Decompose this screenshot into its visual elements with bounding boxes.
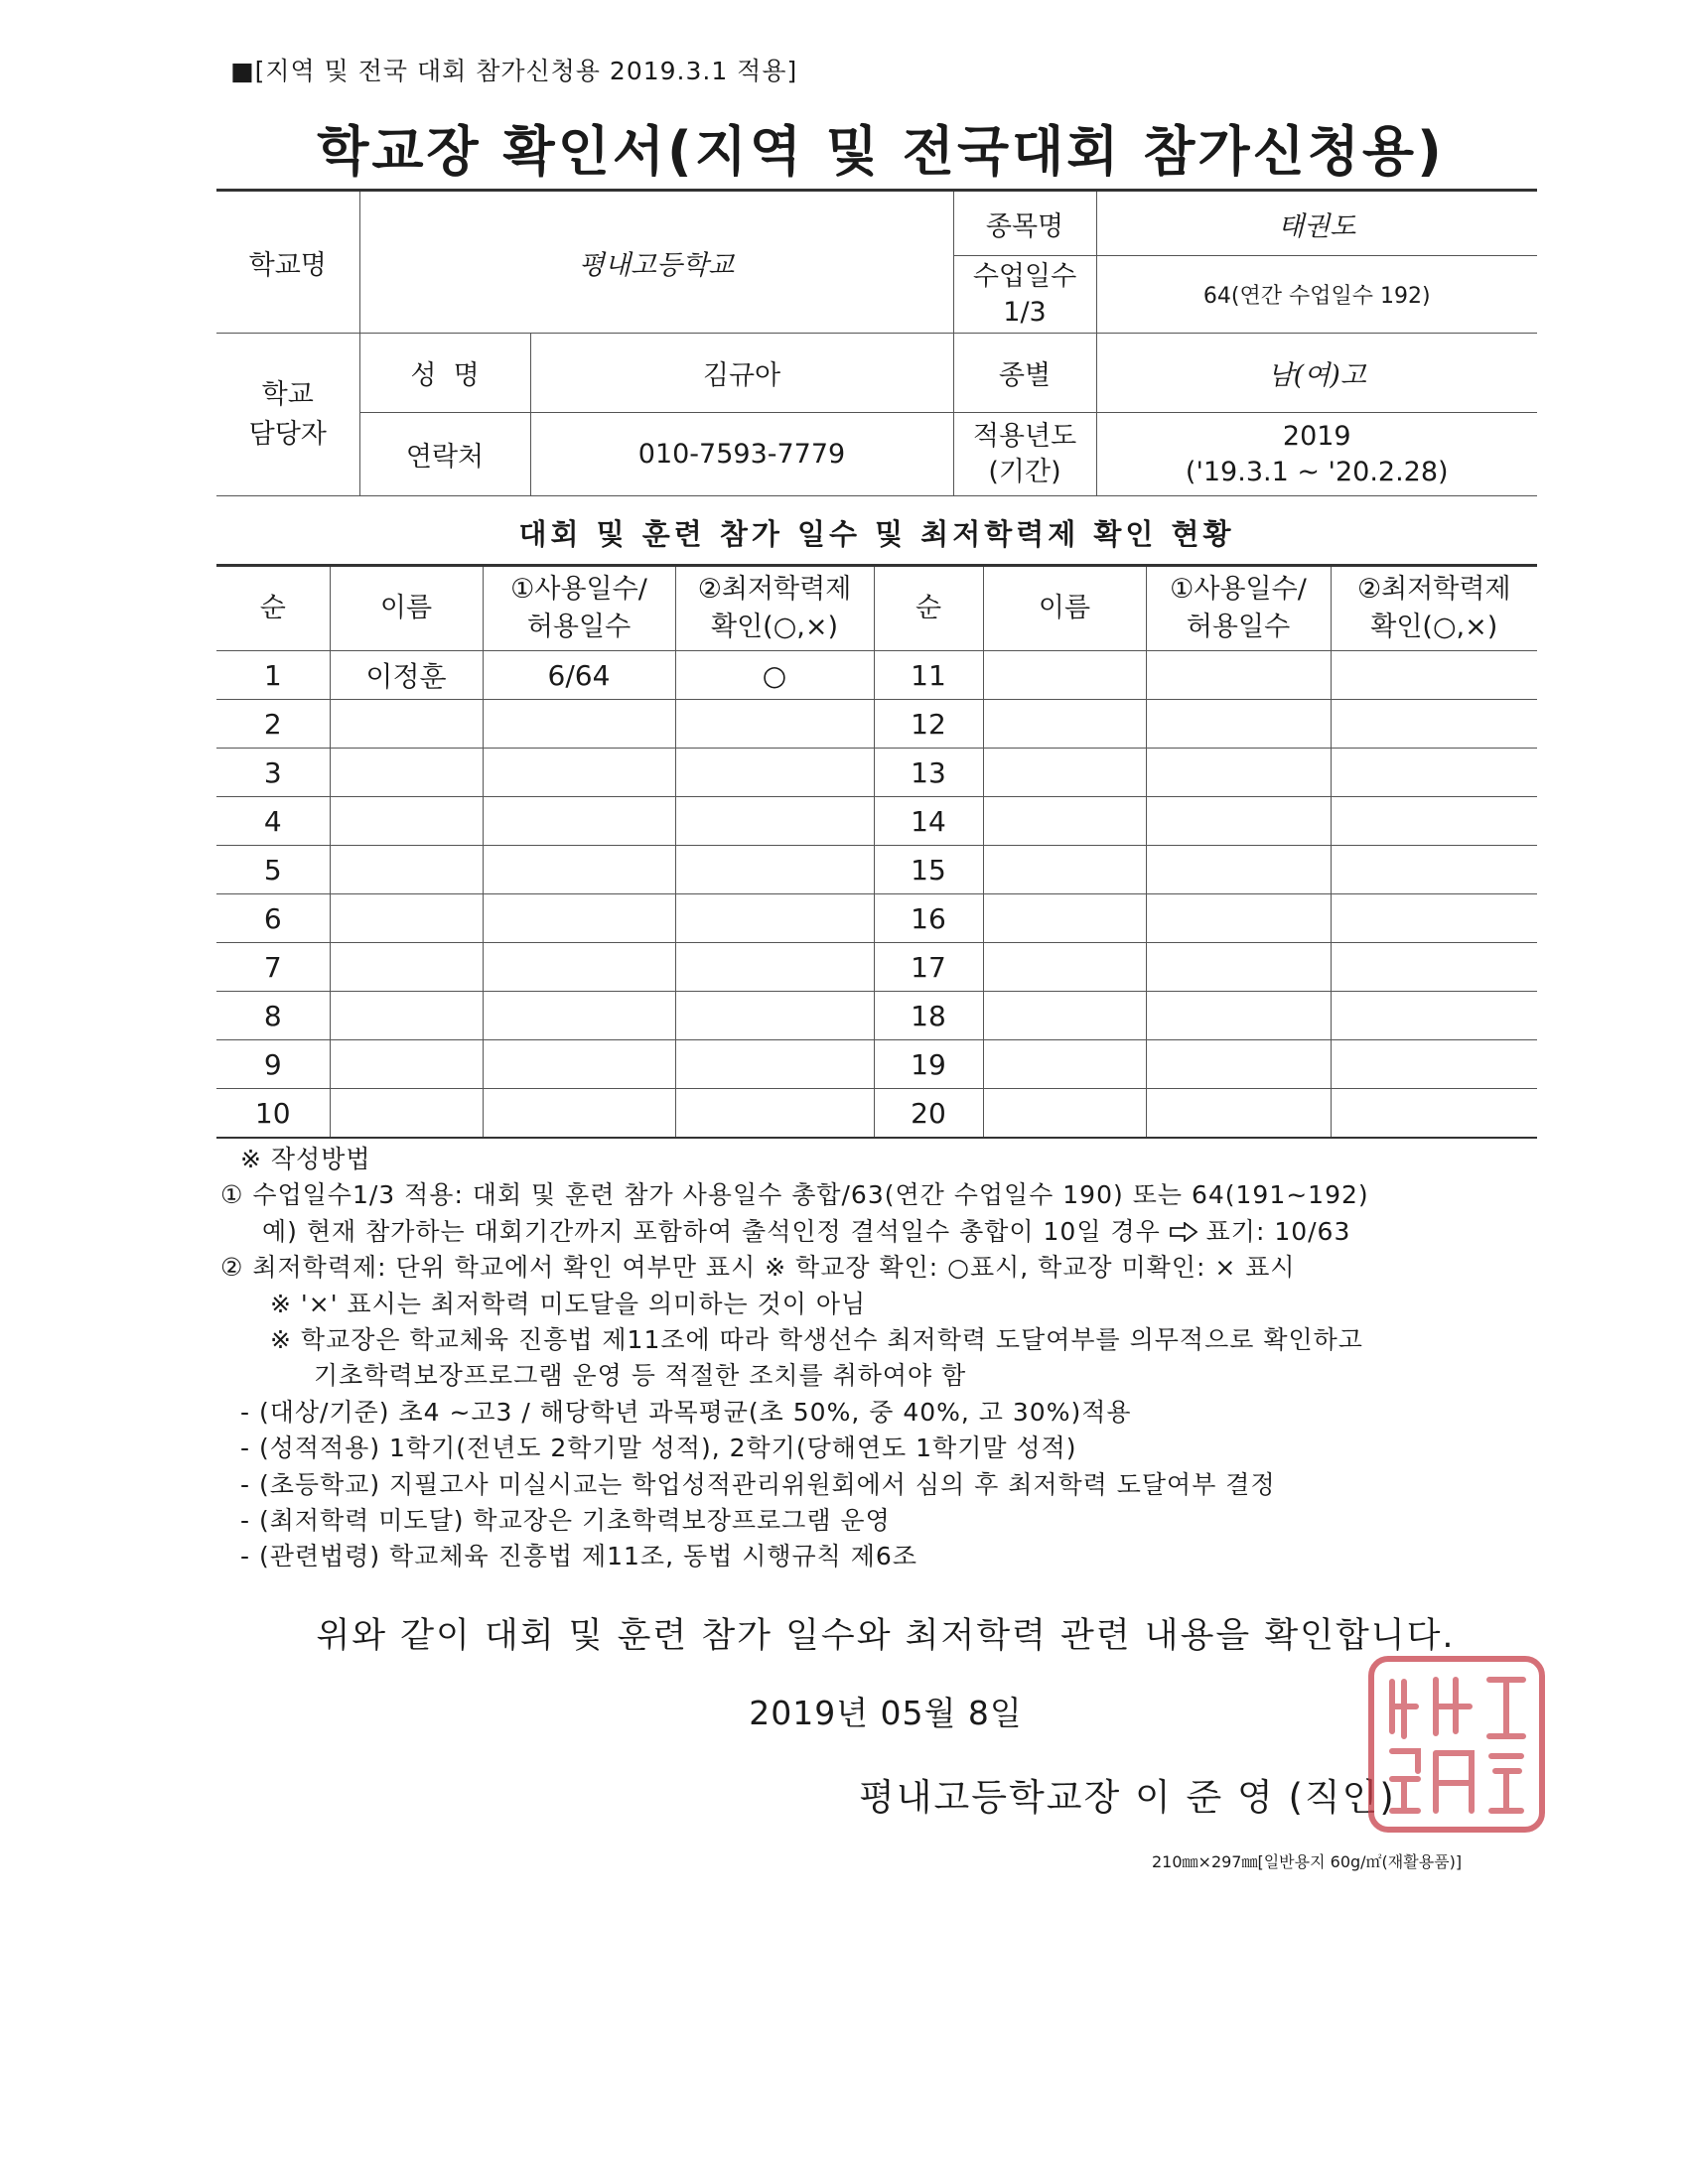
school-value: 평내고등학교	[359, 191, 953, 334]
notes-line-2-text: 예) 현재 참가하는 대회기간까지 포함하여 출석인정 결석일수 총합이 10일 경우	[262, 1216, 1161, 1246]
cell-right-no: 15	[874, 846, 983, 894]
col-min-right	[1331, 566, 1537, 651]
table-body	[216, 651, 1537, 1139]
notes-line-3: ② 최저학력제: 단위 학교에서 확인 여부만 표시 ※ 학교장 확인: ○표시, 학교장 미확인: × 표시	[220, 1253, 1296, 1283]
class-days-label	[953, 256, 1096, 334]
col-no-right: 순	[874, 566, 983, 651]
cell-right-check	[1331, 700, 1537, 749]
participation-table	[216, 564, 1537, 1139]
header-info-table	[216, 189, 1537, 496]
writing-instructions	[220, 1142, 1551, 1575]
cell-left-name	[330, 1040, 483, 1089]
seal-stamp-icon	[1368, 1656, 1545, 1833]
cell-right-no: 17	[874, 943, 983, 992]
cell-right-check	[1331, 943, 1537, 992]
cell-right-name	[983, 943, 1146, 992]
table-row	[216, 1040, 1537, 1089]
cell-right-days	[1146, 1040, 1331, 1089]
year-label-line2: (기간)	[988, 456, 1061, 487]
cell-left-check	[675, 700, 874, 749]
cell-left-check	[675, 1040, 874, 1089]
cell-left-no: 5	[216, 846, 330, 894]
cell-left-check	[675, 992, 874, 1040]
cell-left-check	[675, 943, 874, 992]
cell-right-days	[1146, 749, 1331, 797]
notes-line-9: - (초등학교) 지필고사 미실시교는 학업성적관리위원회에서 심의 후 최저학력 도달여부 결정	[240, 1469, 1276, 1499]
col-no-left: 순	[216, 566, 330, 651]
cell-right-no: 13	[874, 749, 983, 797]
cell-right-name	[983, 797, 1146, 846]
col-min-left-line1: ②최저학력제	[697, 574, 852, 605]
cell-left-days	[483, 749, 675, 797]
confirm-sentence: 위와 같이 대회 및 훈련 참가 일수와 최저학력 관련 내용을 확인합니다.	[316, 1616, 1456, 1656]
notes-line-4: ※ '×' 표시는 최저학력 미도달을 의미하는 것이 아님	[270, 1289, 867, 1318]
manager-label-line1: 학교	[261, 378, 314, 410]
name-label: 성 명	[359, 334, 530, 413]
cell-right-days	[1146, 894, 1331, 943]
cell-left-no: 6	[216, 894, 330, 943]
cell-right-name	[983, 1089, 1146, 1139]
document-title: 학교장 확인서(지역 및 전국대회 참가신청용)	[317, 120, 1445, 183]
cell-right-days	[1146, 700, 1331, 749]
cell-left-check	[675, 846, 874, 894]
cell-left-name	[330, 749, 483, 797]
notes-line-10: - (최저학력 미도달) 학교장은 기초학력보장프로그램 운영	[240, 1506, 891, 1536]
cell-left-days	[483, 894, 675, 943]
cell-left-name	[330, 797, 483, 846]
cell-right-name	[983, 651, 1146, 700]
notes-line-11: - (관련법령) 학교체육 진흥법 제11조, 동법 시행규칙 제6조	[240, 1542, 917, 1571]
section-title: 대회 및 훈련 참가 일수 및 최저학력제 확인 현황	[518, 517, 1235, 551]
cell-left-days	[483, 1040, 675, 1089]
cell-left-name	[330, 943, 483, 992]
cell-left-no: 10	[216, 1089, 330, 1139]
paper-spec: 210㎜×297㎜[일반용지 60g/㎡(재활용품)]	[1152, 1852, 1463, 1871]
principal-name: 평내고등학교장 이 준 영	[859, 1776, 1275, 1819]
cell-left-days	[483, 700, 675, 749]
cell-left-name	[330, 846, 483, 894]
col-name-right: 이름	[983, 566, 1146, 651]
table-row	[216, 651, 1537, 700]
contact-value: 010-7593-7779	[530, 413, 953, 496]
manager-label	[216, 334, 359, 496]
col-days-right-line1: ①사용일수/	[1170, 574, 1307, 605]
seal-label: (직인)	[1288, 1776, 1396, 1819]
table-row	[216, 846, 1537, 894]
cell-right-check	[1331, 1040, 1537, 1089]
cell-left-no: 4	[216, 797, 330, 846]
col-days-left-line2: 허용일수	[526, 612, 632, 642]
cell-right-name	[983, 700, 1146, 749]
notes-line-6: 기초학력보장프로그램 운영 등 적절한 조치를 취하여야 함	[314, 1361, 967, 1391]
table-row	[216, 700, 1537, 749]
cell-right-check	[1331, 992, 1537, 1040]
cell-right-no: 19	[874, 1040, 983, 1089]
cell-left-no: 3	[216, 749, 330, 797]
col-min-left	[675, 566, 874, 651]
cell-left-check	[675, 749, 874, 797]
cell-left-days	[483, 1089, 675, 1139]
class-days-label-line2: 1/3	[1003, 296, 1047, 328]
cell-left-name	[330, 894, 483, 943]
cell-right-name	[983, 1040, 1146, 1089]
school-label: 학교명	[216, 191, 359, 334]
class-days-label-line1: 수업일수	[972, 260, 1077, 292]
top-note: ■[지역 및 전국 대회 참가신청용 2019.3.1 적용]	[230, 57, 798, 85]
cell-left-name	[330, 1089, 483, 1139]
cell-right-days	[1146, 943, 1331, 992]
cell-right-no: 18	[874, 992, 983, 1040]
cell-left-check	[675, 1089, 874, 1139]
cell-left-days	[483, 797, 675, 846]
name-value: 김규아	[530, 334, 953, 413]
cell-right-check	[1331, 1089, 1537, 1139]
year-label-line1: 적용년도	[972, 420, 1077, 452]
class-days-value: 64(연간 수업일수 192)	[1096, 256, 1537, 334]
notes-heading: ※ 작성방법	[240, 1145, 371, 1173]
principal-signature-line	[859, 1767, 1396, 1821]
notes-line-5: ※ 학교장은 학교체육 진흥법 제11조에 따라 학생선수 최저학력 도달여부를 의무적으로 확인하고	[270, 1325, 1363, 1355]
type-label: 종별	[953, 334, 1096, 413]
col-days-right	[1146, 566, 1331, 651]
notes-line-2-example: 표기: 10/63	[1205, 1216, 1351, 1246]
cell-left-no: 9	[216, 1040, 330, 1089]
col-days-left	[483, 566, 675, 651]
cell-right-no: 16	[874, 894, 983, 943]
cell-right-check	[1331, 797, 1537, 846]
cell-right-check	[1331, 894, 1537, 943]
cell-right-no: 14	[874, 797, 983, 846]
sport-value: 태권도	[1096, 191, 1537, 256]
cell-right-name	[983, 894, 1146, 943]
cell-left-name	[330, 992, 483, 1040]
col-days-left-line1: ①사용일수/	[510, 574, 647, 605]
table-row	[216, 797, 1537, 846]
cell-right-days	[1146, 1089, 1331, 1139]
cell-right-name	[983, 749, 1146, 797]
cell-right-days	[1146, 651, 1331, 700]
cell-right-no: 12	[874, 700, 983, 749]
cell-right-no: 11	[874, 651, 983, 700]
table-row	[216, 943, 1537, 992]
cell-right-no: 20	[874, 1089, 983, 1139]
col-name-left: 이름	[330, 566, 483, 651]
seal-stamp-graphic	[1374, 1662, 1539, 1827]
cell-left-name: 이정훈	[330, 651, 483, 700]
notes-line-2	[220, 1214, 1551, 1250]
table-header-row	[216, 566, 1537, 651]
col-min-right-line1: ②최저학력제	[1356, 574, 1511, 605]
cell-left-no: 1	[216, 651, 330, 700]
cell-left-no: 7	[216, 943, 330, 992]
cell-left-check	[675, 797, 874, 846]
issue-date: 2019년 05월 8일	[749, 1694, 1023, 1732]
hollow-right-arrow-icon	[1170, 1222, 1197, 1242]
year-label	[953, 413, 1096, 496]
cell-left-no: 2	[216, 700, 330, 749]
cell-right-days	[1146, 846, 1331, 894]
cell-left-name	[330, 700, 483, 749]
cell-left-days	[483, 846, 675, 894]
type-value: 남(여)고	[1096, 334, 1537, 413]
table-row	[216, 992, 1537, 1040]
cell-right-check	[1331, 846, 1537, 894]
cell-left-days	[483, 943, 675, 992]
col-min-left-line2: 확인(○,×)	[711, 612, 838, 642]
cell-right-days	[1146, 797, 1331, 846]
col-min-right-line2: 확인(○,×)	[1370, 612, 1498, 642]
table-row	[216, 749, 1537, 797]
year-value	[1096, 413, 1537, 496]
cell-right-name	[983, 992, 1146, 1040]
table-row	[216, 894, 1537, 943]
cell-left-days: 6/64	[483, 651, 675, 700]
cell-left-check: ○	[675, 651, 874, 700]
notes-line-1: ① 수업일수1/3 적용: 대회 및 훈련 참가 사용일수 총합/63(연간 수업일수 190) 또는 64(191~192)	[220, 1180, 1369, 1210]
notes-line-7: - (대상/기준) 초4 ~고3 / 해당학년 과목평균(초 50%, 중 40%, 고 30%)적용	[240, 1397, 1132, 1427]
period-value: ('19.3.1 ~ '20.2.28)	[1185, 456, 1449, 487]
year-value-line1: 2019	[1282, 420, 1351, 452]
cell-left-no: 8	[216, 992, 330, 1040]
cell-right-check	[1331, 749, 1537, 797]
cell-left-days	[483, 992, 675, 1040]
col-days-right-line2: 허용일수	[1186, 612, 1291, 642]
cell-right-days	[1146, 992, 1331, 1040]
notes-line-8: - (성적적용) 1학기(전년도 2학기말 성적), 2학기(당해연도 1학기말 성적)	[240, 1433, 1077, 1463]
manager-label-line2: 담당자	[248, 418, 327, 450]
sport-label: 종목명	[953, 191, 1096, 256]
cell-right-name	[983, 846, 1146, 894]
cell-right-check	[1331, 651, 1537, 700]
contact-label: 연락처	[359, 413, 530, 496]
cell-left-check	[675, 894, 874, 943]
table-row	[216, 1089, 1537, 1139]
